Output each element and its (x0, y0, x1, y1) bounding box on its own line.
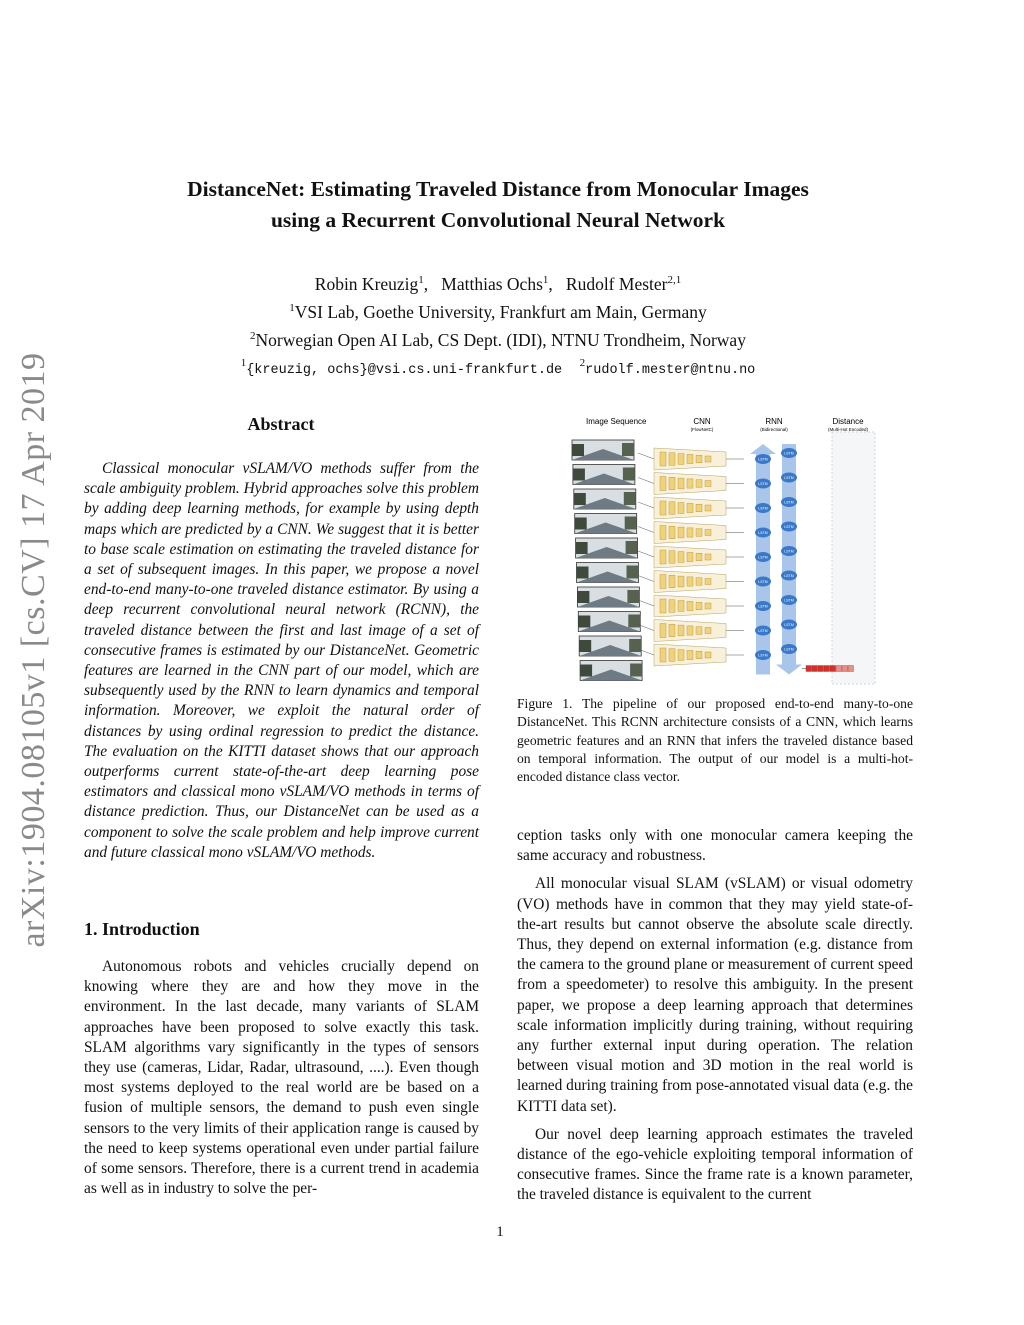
lstm-label: LSTM (758, 506, 768, 511)
cnn-layer (678, 552, 684, 563)
lstm-label: LSTM (784, 549, 794, 554)
cnn-layer (696, 627, 702, 635)
image-frame (577, 563, 639, 583)
cnn-layer (705, 628, 711, 634)
lstm-label: LSTM (784, 500, 794, 505)
frame-tree-right (625, 517, 637, 530)
author-2: Matthias Ochs (441, 273, 543, 294)
lstm-label: LSTM (784, 623, 794, 627)
cnn-layer (687, 528, 693, 537)
figure-header-rnn: RNN (765, 417, 783, 426)
cnn-layer (669, 600, 675, 612)
figure-header-distance: Distance (832, 417, 864, 426)
figure-subheader-cnn: (FlowNetC) (690, 427, 714, 432)
cnn-layer (696, 529, 702, 537)
frame-tree-right (624, 492, 636, 505)
output-vector-cell (812, 666, 818, 672)
lstm-label: LSTM (758, 531, 768, 535)
cnn-layer (678, 503, 684, 514)
cnn-layer (705, 579, 711, 585)
cnn-layer (669, 453, 675, 465)
output-vector-cell (836, 666, 842, 672)
affiliation-2: $^2$Norwegian Open AI Lab, CS Dept. (IDI), NTNU Trondheim, Norway (250, 329, 746, 350)
cnn-layer (660, 477, 666, 491)
frame-to-cnn-line (638, 551, 654, 557)
figure-caption: Figure 1. The pipeline of our proposed end-to-end many-to-one DistanceNet. This RCNN architecture consists of a CNN, which learns geometric features and an RNN that infers the traveled distance based on temporal information. The output of our model is a multi-hot-encoded distance class vector. (517, 696, 913, 785)
author-block (100, 268, 896, 383)
frame-tree-left (576, 542, 588, 554)
introduction-text: Autonomous robots and vehicles crucially depend on knowing where they are and how they move in the environment. In the last decade, many variants of SLAM approaches have been proposed to solve exactly this task. SLAM algorithms vary significantly in the types of sensors they use (cameras, Lidar, Radar, ultrasound, ....). Even though most systems deployed to the real world are be based on a fusion of multiple sensors, the demand to push even single sensors to the very limits of their application range is caused by the need to keep systems operational even under partial failure of some sensors. Therefore, there is a current trend in academia as well as in industry to solve the per- (84, 958, 479, 1198)
author-3: Rudolf Mester (565, 273, 668, 294)
author-emails: $^1${kreuzig, ochs}@vsi.cs.uni-frankfurt.de $^2$rudolf.mester@ntnu.no (240, 357, 756, 379)
frame-to-cnn-line (638, 502, 654, 508)
affiliation-1: $^1$VSI Lab, Goethe University, Frankfurt am Main, Germany (289, 301, 707, 322)
cnn-layer (687, 552, 693, 561)
cnn-layer (696, 602, 702, 610)
page-number: 1 (496, 1224, 504, 1240)
frame-to-cnn-line (638, 600, 654, 606)
cnn-layer (687, 601, 693, 610)
lstm-label: LSTM (784, 647, 794, 652)
cnn-block (638, 595, 744, 617)
cnn-layer (687, 454, 693, 463)
figure-header-image-sequence: Image Sequence (586, 417, 647, 426)
cnn-layer (687, 577, 693, 586)
cnn-block (638, 644, 744, 666)
arxiv-sidebar-identifier: arXiv:1904.08105v1 [cs.CV] 17 Apr 2019 (15, 352, 52, 948)
cnn-layer (705, 505, 711, 511)
frame-tree-right (623, 468, 635, 481)
cnn-block (638, 448, 744, 470)
frame-tree-right (628, 615, 640, 628)
frame-to-cnn-line (638, 478, 654, 484)
frame-tree-right (627, 566, 639, 579)
cnn-block (638, 620, 744, 642)
cnn-layer (705, 554, 711, 560)
image-frame (576, 538, 638, 558)
frame-tree-right (629, 639, 641, 652)
lstm-label: LSTM (784, 574, 794, 578)
cnn-layer (669, 624, 675, 636)
frame-to-cnn-line (638, 576, 654, 582)
cnn-layer (669, 477, 675, 489)
lstm-label: LSTM (758, 482, 768, 486)
cnn-layer (678, 478, 684, 489)
title-line-2: using a Recurrent Convolutional Neural Network (270, 208, 726, 232)
image-frame (578, 612, 640, 632)
frame-tree-left (574, 493, 586, 505)
frame-tree-right (626, 541, 638, 554)
cnn-layer (705, 603, 711, 609)
abstract-text: Classical monocular vSLAM/VO methods suffer from the scale ambiguity problem. Hybrid approaches solve this problem by adding deep learning methods, for example by using depth maps which are predicted by a CNN. We suggest that it is better to base scale estimation on estimating the traveled distance for a set of subsequent images. In this paper, we propose a novel end-to-end many-to-one traveled distance estimator. By using a deep recurrent convolutional neural network (RCNN), the traveled distance between the first and last image of a set of consecutive frames is estimated by our DistanceNet. Geometric features are learned in the CNN part of our model, which are subsequently used by the RNN to learn dynamics and temporal information. Moreover, we exploit the natural order of distances by using ordinal regression to predict the distance. The evaluation on the KITTI dataset shows that our approach outperforms current state-of-the-art deep learning pose estimators and classical mono vSLAM/VO methods in terms of distance prediction. Thus, our DistanceNet can be used as a component to solve the scale problem and help improve current and future classical mono vSLAM/VO methods. (84, 460, 479, 861)
frame-tree-right (630, 664, 642, 677)
cnn-block (638, 571, 744, 593)
frame-tree-left (579, 640, 591, 652)
image-frame (575, 514, 637, 534)
figure-subheader-rnn: (Bidirectional) (760, 427, 788, 432)
cnn-layer (660, 648, 666, 662)
cnn-layer (696, 455, 702, 463)
cnn-layer (687, 626, 693, 635)
cnn-layer (687, 479, 693, 488)
cnn-layer (696, 504, 702, 512)
cnn-layer (705, 530, 711, 536)
image-frame (573, 465, 635, 485)
cnn-layer (669, 502, 675, 514)
cnn-block (638, 473, 744, 495)
cnn-layer (678, 527, 684, 538)
lstm-label: LSTM (784, 451, 794, 456)
cnn-layer (705, 456, 711, 462)
cnn-layer (705, 652, 711, 658)
output-vector-cell (824, 666, 830, 672)
cnn-layer (687, 503, 693, 512)
lstm-label: LSTM (758, 555, 768, 560)
author-names: Robin Kreuzig$^1$, Matthias Ochs$^1$, Rudolf Mester$^{2,1}$ (314, 273, 682, 294)
cnn-layer (660, 452, 666, 466)
cnn-layer (687, 650, 693, 659)
lstm-label: LSTM (758, 457, 768, 462)
lstm-label: LSTM (758, 629, 768, 633)
cnn-layer (696, 553, 702, 561)
output-vector-cell (848, 666, 854, 672)
figure-header-cnn: CNN (693, 417, 711, 426)
cnn-layer (678, 650, 684, 661)
cnn-layer (696, 578, 702, 586)
cnn-block (638, 522, 744, 544)
image-frame (572, 440, 634, 460)
lstm-label: LSTM (758, 580, 768, 584)
cnn-layer (696, 651, 702, 659)
cnn-block (638, 546, 744, 568)
distance-panel (832, 432, 875, 684)
cnn-layer (660, 624, 666, 638)
lstm-label: LSTM (784, 476, 794, 480)
frame-tree-left (578, 616, 590, 628)
cnn-layer (660, 550, 666, 564)
image-frame (579, 636, 641, 656)
image-frame (577, 587, 639, 607)
image-frame (574, 489, 636, 509)
abstract-heading: Abstract (247, 414, 315, 434)
cnn-layer (660, 526, 666, 540)
lstm-label: LSTM (758, 604, 768, 609)
paper-title (120, 174, 876, 236)
frame-tree-left (572, 444, 584, 456)
output-vector-cell (818, 666, 824, 672)
image-frame (580, 661, 642, 681)
cnn-layer (669, 575, 675, 587)
cnn-layer (678, 601, 684, 612)
author-1: Robin Kreuzig (314, 273, 419, 294)
cnn-layer (696, 480, 702, 488)
cnn-layer (678, 625, 684, 636)
lstm-label: LSTM (784, 525, 794, 529)
output-vector-cell (842, 666, 848, 672)
frame-to-cnn-line (638, 527, 654, 533)
cnn-layer (705, 481, 711, 487)
frame-to-cnn-line (638, 453, 654, 459)
email-1[interactable]: {kreuzig, ochs}@vsi.cs.uni-frankfurt.de (246, 363, 563, 379)
cnn-layer (660, 599, 666, 613)
frame-tree-right (627, 590, 639, 603)
title-line-1: DistanceNet: Estimating Traveled Distance from Monocular Images (187, 177, 809, 201)
lstm-label: LSTM (758, 653, 768, 658)
email-2[interactable]: rudolf.mester@ntnu.no (585, 363, 756, 379)
output-vector-cell (830, 666, 836, 672)
figure-subheader-distance: (Multi-Hot Encoded) (827, 427, 869, 432)
cnn-layer (660, 575, 666, 589)
output-vector-cell (806, 666, 812, 672)
cnn-layer (660, 501, 666, 515)
frame-tree-right (622, 443, 634, 456)
introduction-heading: 1. Introduction (84, 919, 200, 939)
cnn-layer (669, 551, 675, 563)
lstm-label: LSTM (784, 598, 794, 603)
pipeline-figure (556, 408, 886, 688)
frame-tree-left (573, 469, 585, 481)
frame-tree-left (577, 591, 589, 603)
frame-tree-left (575, 518, 587, 530)
cnn-layer (678, 576, 684, 587)
frame-tree-left (577, 567, 589, 579)
cnn-layer (678, 454, 684, 465)
cnn-layer (669, 526, 675, 538)
frame-tree-left (580, 665, 592, 677)
cnn-block (638, 497, 744, 519)
cnn-layer (669, 649, 675, 661)
right-column-text: ception tasks only with one monocular camera keeping the same accuracy and robustness. All monocular visual SLAM (vSLAM) or visual odometry (VO) methods have in common that they may yield state-of-the-art results but cannot observe the absolute scale directly. Thus, they depend on external information (e.g. distance from the camera to the ground plane or measurement of current speed from a speedometer) to resolve this ambiguity. In the present paper, we propose a deep learning approach that determines scale information implicitly during training, without requiring any further external input during operation. The relation between visual motion and 3D motion in the real world is learned during training from pose-annotated visual data (e.g. the KITTI data set). Our novel deep learning approach estimates the traveled distance of the ego-vehicle exploiting temporal information of consecutive frames. Since the frame rate is a known parameter, the traveled distance is equivalent to the current (517, 827, 913, 1204)
